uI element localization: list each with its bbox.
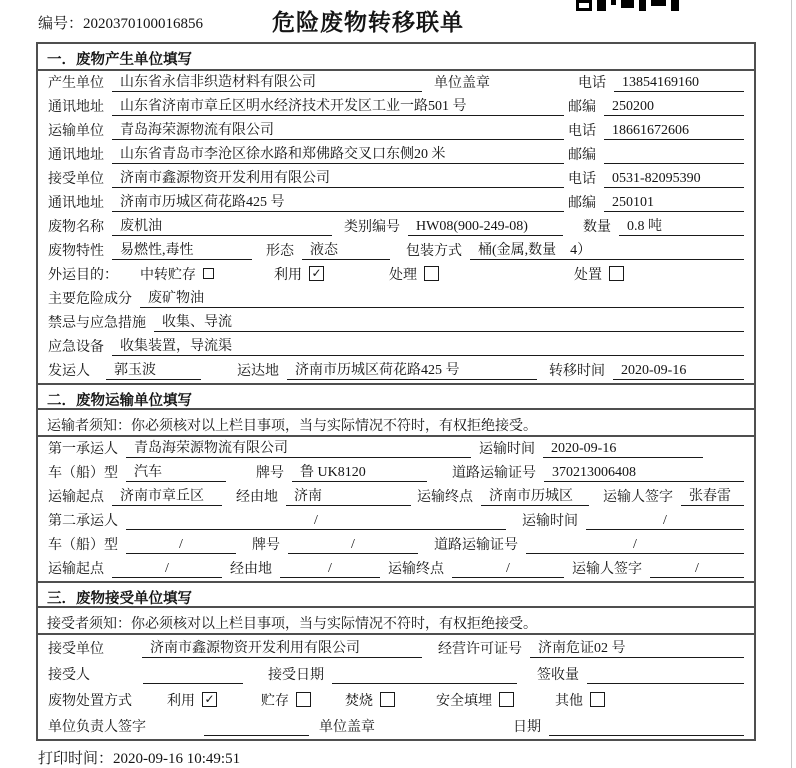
checkbox-label: 利用 — [167, 694, 195, 709]
road-permit-label: 道路运输证号 — [434, 538, 518, 553]
head-signature-label: 单位负责人签字 — [48, 720, 146, 735]
destination-value: 济南市历城区荷花路425 号 — [287, 359, 537, 380]
print-time — [38, 747, 240, 768]
row-emergency-equipment — [38, 335, 754, 359]
address-label: 通讯地址 — [48, 196, 104, 211]
checkbox-label: 利用 — [274, 268, 302, 283]
acceptor-value — [143, 683, 243, 684]
date-value — [549, 735, 744, 736]
carrier-signature-value: 张春雷 — [681, 485, 744, 506]
waste-name-label: 废物名称 — [48, 220, 104, 235]
consignor-value: 郭玉波 — [106, 359, 201, 380]
row-vehicle-2 — [38, 533, 754, 557]
origin-2-value: / — [112, 561, 222, 578]
checkbox-icon — [380, 692, 395, 707]
checkbox-label: 焚烧 — [345, 694, 373, 709]
checkbox-utilize — [167, 690, 217, 710]
row-receiver — [38, 167, 754, 191]
checkbox-icon — [499, 692, 514, 707]
zip-label: 邮编 — [568, 196, 596, 211]
checkbox-checked-icon: ✓ — [202, 692, 217, 707]
checkbox-icon — [203, 268, 214, 279]
row-second-carrier — [38, 509, 754, 533]
print-time-label: 打印时间： — [38, 751, 114, 767]
signed-quantity-value — [587, 683, 744, 684]
accept-unit-value: 济南市鑫源物资开发利用有限公司 — [142, 637, 422, 658]
plate-number-2-value: / — [288, 537, 418, 554]
row-producer-address — [38, 95, 754, 119]
packing-value: 桶(金属,数量 4） — [470, 239, 744, 260]
taboo-measures-label: 禁忌与应急措施 — [48, 316, 146, 331]
page-edge-line — [791, 0, 792, 768]
via-label: 经由地 — [236, 490, 278, 505]
business-permit-label: 经营许可证号 — [438, 642, 522, 657]
carrier-signature-2-value: / — [650, 561, 744, 578]
address-label: 通讯地址 — [48, 148, 104, 163]
first-carrier-value: 青岛海荣源物流有限公司 — [126, 437, 471, 458]
checkbox-landfill — [436, 690, 514, 710]
second-carrier-value: / — [126, 513, 506, 530]
receiver-address-value: 济南市历城区荷花路425 号 — [112, 191, 564, 212]
section3-title: 三．废物接受单位填写 — [38, 581, 754, 608]
destination-label: 运达地 — [237, 364, 279, 379]
producer-label: 产生单位 — [48, 76, 104, 91]
row-hazard-component — [38, 287, 754, 311]
section2-title: 二．废物运输单位填写 — [38, 383, 754, 410]
road-permit-label: 道路运输证号 — [452, 466, 536, 481]
checkbox-dispose — [574, 264, 624, 284]
transporter-value: 青岛海荣源物流有限公司 — [112, 119, 564, 140]
producer-zip-value: 250200 — [604, 99, 744, 116]
row-head-signature — [38, 713, 754, 739]
row-route-2 — [38, 557, 754, 581]
plate-number-label: 牌号 — [256, 466, 284, 481]
phone-label: 电话 — [578, 76, 606, 91]
terminus-label: 运输终点 — [388, 562, 444, 577]
checkbox-icon — [296, 692, 311, 707]
consignor-label: 发运人 — [48, 364, 90, 379]
transport-time-2-value: / — [586, 513, 744, 530]
unit-seal-label: 单位盖章 — [319, 720, 375, 735]
producer-value: 山东省永信非织造材料有限公司 — [112, 71, 422, 92]
origin-label: 运输起点 — [48, 490, 104, 505]
checkbox-checked-icon: ✓ — [309, 266, 324, 281]
row-vehicle-1 — [38, 461, 754, 485]
accept-date-value — [332, 683, 517, 684]
form-label: 形态 — [266, 244, 294, 259]
vehicle-type-label: 车（船）型 — [48, 466, 118, 481]
road-permit-value: 370213006408 — [544, 465, 744, 482]
transporter-address-value: 山东省青岛市李沧区徐水路和郑佛路交叉口东侧20 米 — [112, 143, 564, 164]
emergency-equipment-label: 应急设备 — [48, 340, 104, 355]
phone-label: 电话 — [568, 172, 596, 187]
section1-title: 一．废物产生单位填写 — [38, 44, 754, 71]
checkbox-label: 中转贮存 — [140, 268, 196, 283]
checkbox-label: 处理 — [389, 268, 417, 283]
checkbox-treat — [389, 264, 439, 284]
page-title: 危险废物转移联单 — [272, 10, 464, 35]
via-label: 经由地 — [230, 562, 272, 577]
origin-value: 济南市章丘区 — [112, 485, 222, 506]
serial-value: 2020370100016856 — [83, 16, 204, 32]
row-producer — [38, 71, 754, 95]
second-carrier-label: 第二承运人 — [48, 514, 118, 529]
transporter-notice: 运输者须知：你必须核对以上栏目事项，当与实际情况不符时，有权拒绝接受。 — [38, 410, 754, 437]
row-waste-character — [38, 239, 754, 263]
first-carrier-label: 第一承运人 — [48, 442, 118, 457]
category-code-value: HW08(900-249-08) — [408, 219, 563, 236]
row-route-1 — [38, 485, 754, 509]
row-accept-unit — [38, 635, 754, 661]
carrier-signature-label: 运输人签字 — [603, 490, 673, 505]
row-acceptor — [38, 661, 754, 687]
category-code-label: 类别编号 — [344, 220, 400, 235]
checkbox-store — [261, 690, 311, 710]
emergency-equipment-value: 收集装置，导流渠 — [112, 335, 744, 356]
row-disposal-method — [38, 687, 754, 713]
checkbox-incinerate — [345, 690, 395, 710]
accept-date-label: 接受日期 — [268, 668, 324, 683]
receiver-value: 济南市鑫源物资开发利用有限公司 — [112, 167, 564, 188]
print-time-value: 2020-09-16 10:49:51 — [113, 751, 241, 767]
transfer-time-value: 2020-09-16 — [613, 363, 744, 380]
receiver-phone-value: 0531-82095390 — [604, 171, 744, 188]
phone-label: 电话 — [568, 124, 596, 139]
zip-label: 邮编 — [568, 148, 596, 163]
transporter-zip-value — [604, 163, 744, 164]
checkbox-label: 贮存 — [261, 694, 289, 709]
checkbox-icon — [424, 266, 439, 281]
row-transporter-address — [38, 143, 754, 167]
row-consignor — [38, 359, 754, 383]
date-label: 日期 — [513, 720, 541, 735]
row-first-carrier — [38, 437, 754, 461]
waste-character-value: 易燃性,毒性 — [112, 239, 252, 260]
form-value: 液态 — [302, 239, 390, 260]
taboo-measures-value: 收集、导流 — [154, 311, 744, 332]
transport-time-label: 运输时间 — [522, 514, 578, 529]
waste-character-label: 废物特性 — [48, 244, 104, 259]
producer-phone-value: 13854169160 — [614, 75, 744, 92]
purpose-label: 外运目的： — [48, 268, 118, 283]
transporter-phone-value: 18661672606 — [604, 123, 744, 140]
via-2-value: / — [280, 561, 380, 578]
hazard-component-label: 主要危险成分 — [48, 292, 132, 307]
signed-quantity-label: 签收量 — [537, 668, 579, 683]
via-value: 济南 — [286, 485, 411, 506]
vehicle-type-value: 汽车 — [126, 461, 226, 482]
transfer-time-label: 转移时间 — [549, 364, 605, 379]
transfer-form-table — [36, 42, 756, 741]
terminus-label: 运输终点 — [417, 490, 473, 505]
accept-unit-label: 接受单位 — [48, 642, 104, 657]
waste-name-value: 废机油 — [112, 215, 332, 236]
serial-label: 编号： — [38, 16, 84, 32]
row-taboo-measures — [38, 311, 754, 335]
row-waste-name — [38, 215, 754, 239]
transport-time-label: 运输时间 — [479, 442, 535, 457]
receiver-label: 接受单位 — [48, 172, 104, 187]
origin-label: 运输起点 — [48, 562, 104, 577]
road-permit-2-value: / — [526, 537, 744, 554]
checkbox-transfer-storage — [140, 264, 214, 284]
address-label: 通讯地址 — [48, 100, 104, 115]
hazard-component-value: 废矿物油 — [140, 287, 744, 308]
checkbox-other — [555, 690, 605, 710]
vehicle-type-label: 车（船）型 — [48, 538, 118, 553]
packing-label: 包装方式 — [406, 244, 462, 259]
transport-time-value: 2020-09-16 — [543, 441, 703, 458]
terminus-value: 济南市历城区 — [481, 485, 589, 506]
row-transporter — [38, 119, 754, 143]
row-receiver-address — [38, 191, 754, 215]
row-transport-purpose — [38, 263, 754, 287]
checkbox-icon — [590, 692, 605, 707]
acceptor-label: 接受人 — [48, 668, 90, 683]
checkbox-icon — [609, 266, 624, 281]
receiver-zip-value: 250101 — [604, 195, 744, 212]
transporter-label: 运输单位 — [48, 124, 104, 139]
checkbox-label: 处置 — [574, 268, 602, 283]
vehicle-type-2-value: / — [126, 537, 236, 554]
head-signature-value — [204, 735, 309, 736]
checkbox-utilize — [274, 264, 324, 284]
carrier-signature-label: 运输人签字 — [572, 562, 642, 577]
unit-seal-label: 单位盖章 — [434, 76, 490, 91]
terminus-2-value: / — [452, 561, 564, 578]
quantity-label: 数量 — [583, 220, 611, 235]
plate-number-value: 鲁 UK8120 — [292, 461, 427, 482]
zip-label: 邮编 — [568, 100, 596, 115]
receiver-notice: 接受者须知：你必须核对以上栏目事项，当与实际情况不符时，有权拒绝接受。 — [38, 608, 754, 635]
checkbox-label: 其他 — [555, 694, 583, 709]
disposal-method-label: 废物处置方式 — [48, 694, 132, 709]
business-permit-value: 济南危证02 号 — [530, 637, 744, 658]
plate-number-label: 牌号 — [252, 538, 280, 553]
quantity-value: 0.8 吨 — [619, 215, 744, 236]
checkbox-label: 安全填埋 — [436, 694, 492, 709]
qr-code-fragment — [576, 0, 679, 11]
producer-address-value: 山东省济南市章丘区明水经济技术开发区工业一路501 号 — [112, 95, 564, 116]
